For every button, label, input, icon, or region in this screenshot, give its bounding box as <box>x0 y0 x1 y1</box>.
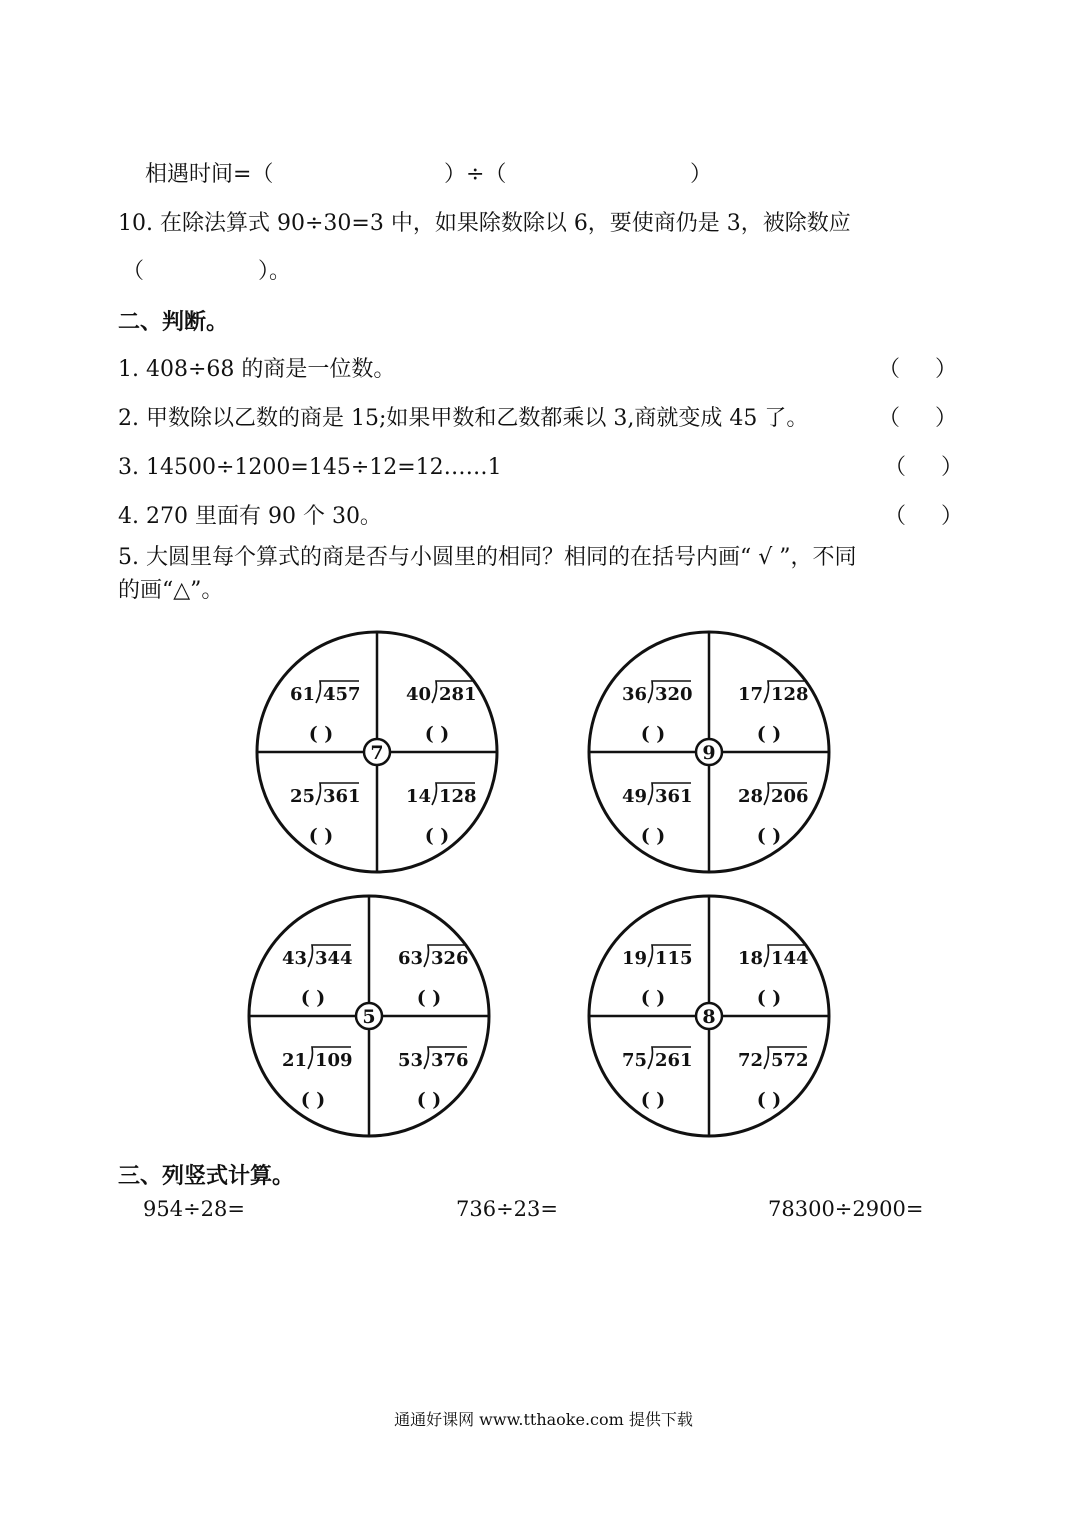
answer-blank: ( ) <box>756 723 782 745</box>
dividend: 361 <box>323 786 361 807</box>
judge-item-1: 1. 408÷68 的商是一位数。 <box>118 357 396 382</box>
dividend: 361 <box>655 786 693 807</box>
footer-credit: 通通好课网 www.tthaoke.com 提供下载 <box>394 1410 693 1429</box>
answer-blank: ( ) <box>424 723 450 745</box>
divisor: 25 <box>289 786 315 807</box>
dividend: 128 <box>771 684 809 705</box>
question-10-close: ）。 <box>258 259 292 284</box>
divisor: 21 <box>281 1050 307 1071</box>
small-circle-quotient: 9 <box>702 742 716 764</box>
divisor: 19 <box>621 948 647 969</box>
divisor: 75 <box>621 1050 647 1071</box>
dividend: 144 <box>771 948 809 969</box>
dividend: 326 <box>431 948 469 969</box>
answer-blank: ( ) <box>308 723 334 745</box>
divisor: 40 <box>405 684 431 705</box>
dividend: 261 <box>655 1050 693 1071</box>
answer-blank: ( ) <box>416 1089 442 1111</box>
calc-problem-1: 954÷28= <box>143 1197 245 1221</box>
judge-item-2: 2. 甲数除以乙数的商是 15;如果甲数和乙数都乘以 3,商就变成 45 了。 <box>118 406 809 431</box>
section-3-title: 三、列竖式计算。 <box>118 1164 295 1189</box>
calc-problem-2: 736÷23= <box>456 1197 558 1221</box>
question-10-line1: 10. 在除法算式 90÷30=3 中，如果除数除以 6，要使商仍是 3，被除数应 <box>118 211 851 236</box>
divisor: 53 <box>397 1050 423 1071</box>
dividend: 206 <box>771 786 809 807</box>
divisor: 18 <box>737 948 763 969</box>
divisor: 49 <box>621 786 647 807</box>
judge-item-3-blank[interactable]: （ ） <box>884 455 963 480</box>
dividend: 457 <box>323 684 361 705</box>
divisor: 43 <box>281 948 307 969</box>
judge-item-4-blank[interactable]: （ ） <box>884 504 963 529</box>
answer-blank: ( ) <box>640 987 666 1009</box>
answer-blank: ( ) <box>300 987 326 1009</box>
question-10-open: （ <box>122 259 145 284</box>
answer-blank: ( ) <box>756 1089 782 1111</box>
section-2-title: 二、判断。 <box>118 310 229 335</box>
small-circle-quotient: 8 <box>702 1006 716 1028</box>
dividend: 572 <box>771 1050 809 1071</box>
judge-item-5-line1: 5. 大圆里每个算式的商是否与小圆里的相同？相同的在括号内画“ √ ”，不同 <box>118 545 857 570</box>
meeting-time-mid: ）÷（ <box>444 162 507 187</box>
answer-blank: ( ) <box>640 1089 666 1111</box>
answer-blank: ( ) <box>756 825 782 847</box>
dividend: 281 <box>439 684 477 705</box>
dividend: 115 <box>655 948 693 969</box>
judge-item-1-blank[interactable]: （ ） <box>878 357 957 382</box>
divisor: 72 <box>737 1050 763 1071</box>
dividend: 344 <box>315 948 353 969</box>
answer-blank: ( ) <box>300 1089 326 1111</box>
dividend: 109 <box>315 1050 353 1071</box>
meeting-time-end: ） <box>690 162 713 187</box>
answer-blank: ( ) <box>416 987 442 1009</box>
divisor: 17 <box>737 684 763 705</box>
judge-item-2-blank[interactable]: （ ） <box>878 406 957 431</box>
dividend: 376 <box>431 1050 469 1071</box>
answer-blank: ( ) <box>756 987 782 1009</box>
divisor: 14 <box>405 786 431 807</box>
answer-blank: ( ) <box>424 825 450 847</box>
answer-blank: ( ) <box>640 723 666 745</box>
divisor: 36 <box>621 684 647 705</box>
judge-item-4: 4. 270 里面有 90 个 30。 <box>118 504 382 529</box>
judge-item-3: 3. 14500÷1200=145÷12=12……1 <box>118 455 502 480</box>
divisor: 61 <box>289 684 315 705</box>
small-circle-quotient: 7 <box>370 742 384 764</box>
answer-blank: ( ) <box>640 825 666 847</box>
calc-problem-3: 78300÷2900= <box>768 1197 924 1221</box>
answer-blank: ( ) <box>308 825 334 847</box>
small-circle-quotient: 5 <box>362 1006 376 1028</box>
judge-item-5-line2: 的画“△”。 <box>118 578 224 603</box>
divisor: 63 <box>397 948 423 969</box>
divisor: 28 <box>737 786 763 807</box>
meeting-time-label: 相遇时间=（ <box>145 162 274 187</box>
dividend: 320 <box>655 684 693 705</box>
dividend: 128 <box>439 786 477 807</box>
